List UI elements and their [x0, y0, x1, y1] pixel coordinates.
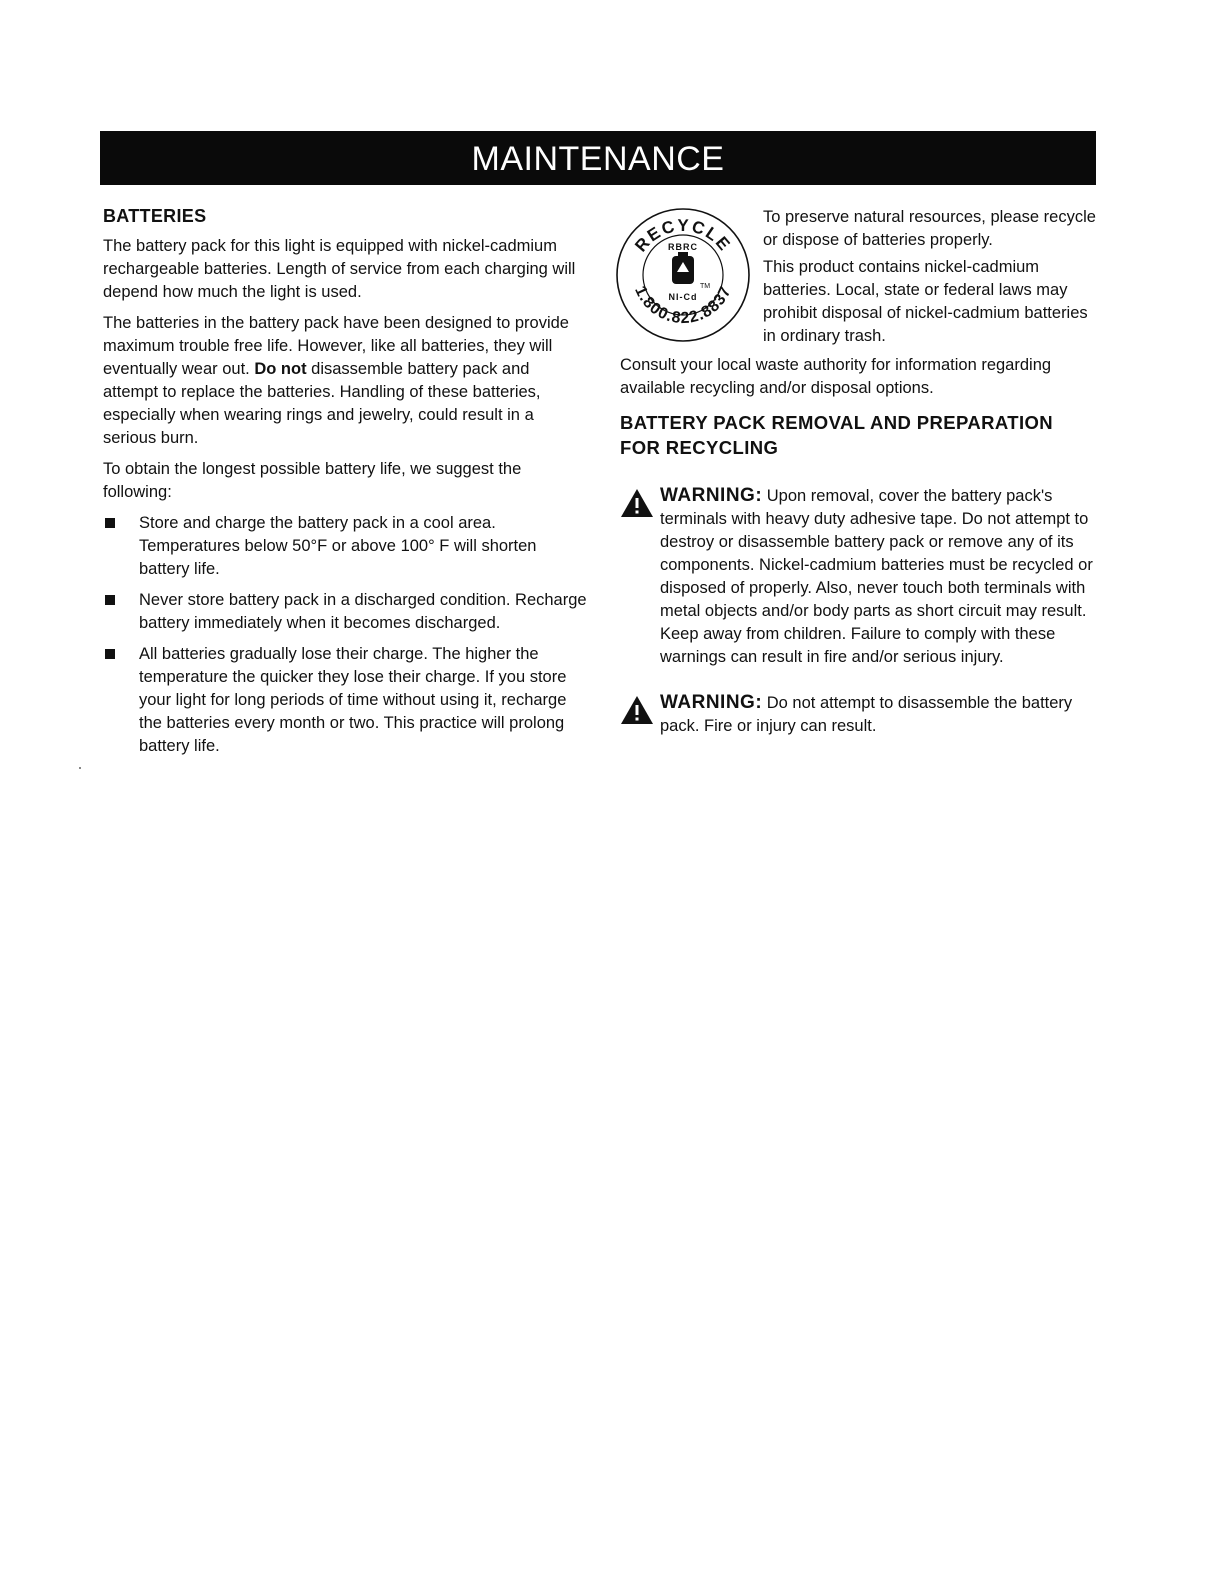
recycle-paragraph-1: To preserve natural resources, please recycle or dispose of batteries properly.: [763, 208, 1096, 249]
p2-text-pre: The batteries in the battery pack have been designed to provide maximum trouble free life. However, like all batteries, they will eventually wear out.: [103, 314, 569, 378]
batteries-paragraph-2: [103, 312, 588, 450]
warning-block-2: [620, 691, 1098, 738]
seal-tm-text: TM: [700, 283, 711, 290]
section-banner: MAINTENANCE: [100, 131, 1096, 185]
warning-triangle-icon: [620, 695, 654, 725]
recycle-text: [763, 206, 1098, 352]
rbrc-recycle-seal-icon: [614, 206, 752, 344]
seal-top-text: RECYCLE: [631, 215, 735, 256]
recycle-block: [620, 206, 1098, 354]
list-item: [103, 512, 588, 581]
seal-org-text: RBRC: [668, 242, 698, 252]
warning-2-label: WARNING:: [660, 692, 763, 713]
seal-chem-text: NI-Cd: [668, 292, 698, 302]
warning-triangle-icon: [620, 488, 654, 518]
batteries-paragraph-1: The battery pack for this light is equipped with nickel-cadmium rechargeable batteries. Length of service from each charging will depend how much the light is used.: [103, 237, 576, 301]
warning-block-1: [620, 484, 1098, 669]
battery-tips-list: [103, 512, 588, 758]
batteries-heading: BATTERIES: [103, 206, 207, 226]
p2-text-post: disassemble battery pack and attempt to replace the batteries. Handling of these batteries, especially when wearing rings and jewelry, could result in a serious burn.: [103, 360, 541, 447]
list-item-text: Never store battery pack in a discharged condition. Recharge battery immediately when it becomes discharged.: [139, 591, 587, 632]
square-bullet-icon: [105, 595, 115, 605]
seal-phone-text: 1.800.822.8837: [631, 283, 735, 328]
list-item-text: Store and charge the battery pack in a cool area. Temperatures below 50°F or above 100° F will shorten battery life.: [139, 514, 537, 578]
batteries-paragraph-3: To obtain the longest possible battery life, we suggest the following:: [103, 460, 522, 501]
list-item: [103, 643, 588, 758]
right-column: [620, 206, 1098, 760]
scan-speck: [79, 767, 81, 769]
warning-2-text: Do not attempt to disassemble the battery pack. Fire or injury can result.: [660, 694, 1073, 735]
list-item-text: All batteries gradually lose their charge. The higher the temperature the quicker they lose their charge. If you store your light for long periods of time without using it, recharge the batteries every month or two. This practice will prolong battery life.: [139, 645, 567, 755]
list-item: [103, 589, 588, 635]
svg-text:1.800.822.8837: [631, 284, 735, 328]
warning-1-label: WARNING:: [660, 485, 763, 506]
left-column: [103, 206, 588, 766]
p2-do-not: Do not: [254, 360, 307, 378]
consult-paragraph: Consult your local waste authority for information regarding available recycling and/or disposal options.: [620, 356, 1052, 397]
battery-pack-removal-heading: BATTERY PACK REMOVAL AND PREPARATION FOR RECYCLING: [620, 412, 1054, 458]
square-bullet-icon: [105, 518, 115, 528]
square-bullet-icon: [105, 649, 115, 659]
warning-1-text: Upon removal, cover the battery pack's terminals with heavy duty adhesive tape. Do not attempt to destroy or disassemble battery pack or remove any of its components. Nickel-cadmium batteries must be recycled or disposed of properly. Also, never touch both terminals with metal objects and/or body parts as short circuit may result. Keep away from children. Failure to comply with these warnings can result in fire and/or serious injury.: [660, 487, 1093, 666]
recycle-paragraph-2: This product contains nickel-cadmium batteries. Local, state or federal laws may prohibit disposal of nickel-cadmium batteries in ordinary trash.: [763, 258, 1088, 345]
